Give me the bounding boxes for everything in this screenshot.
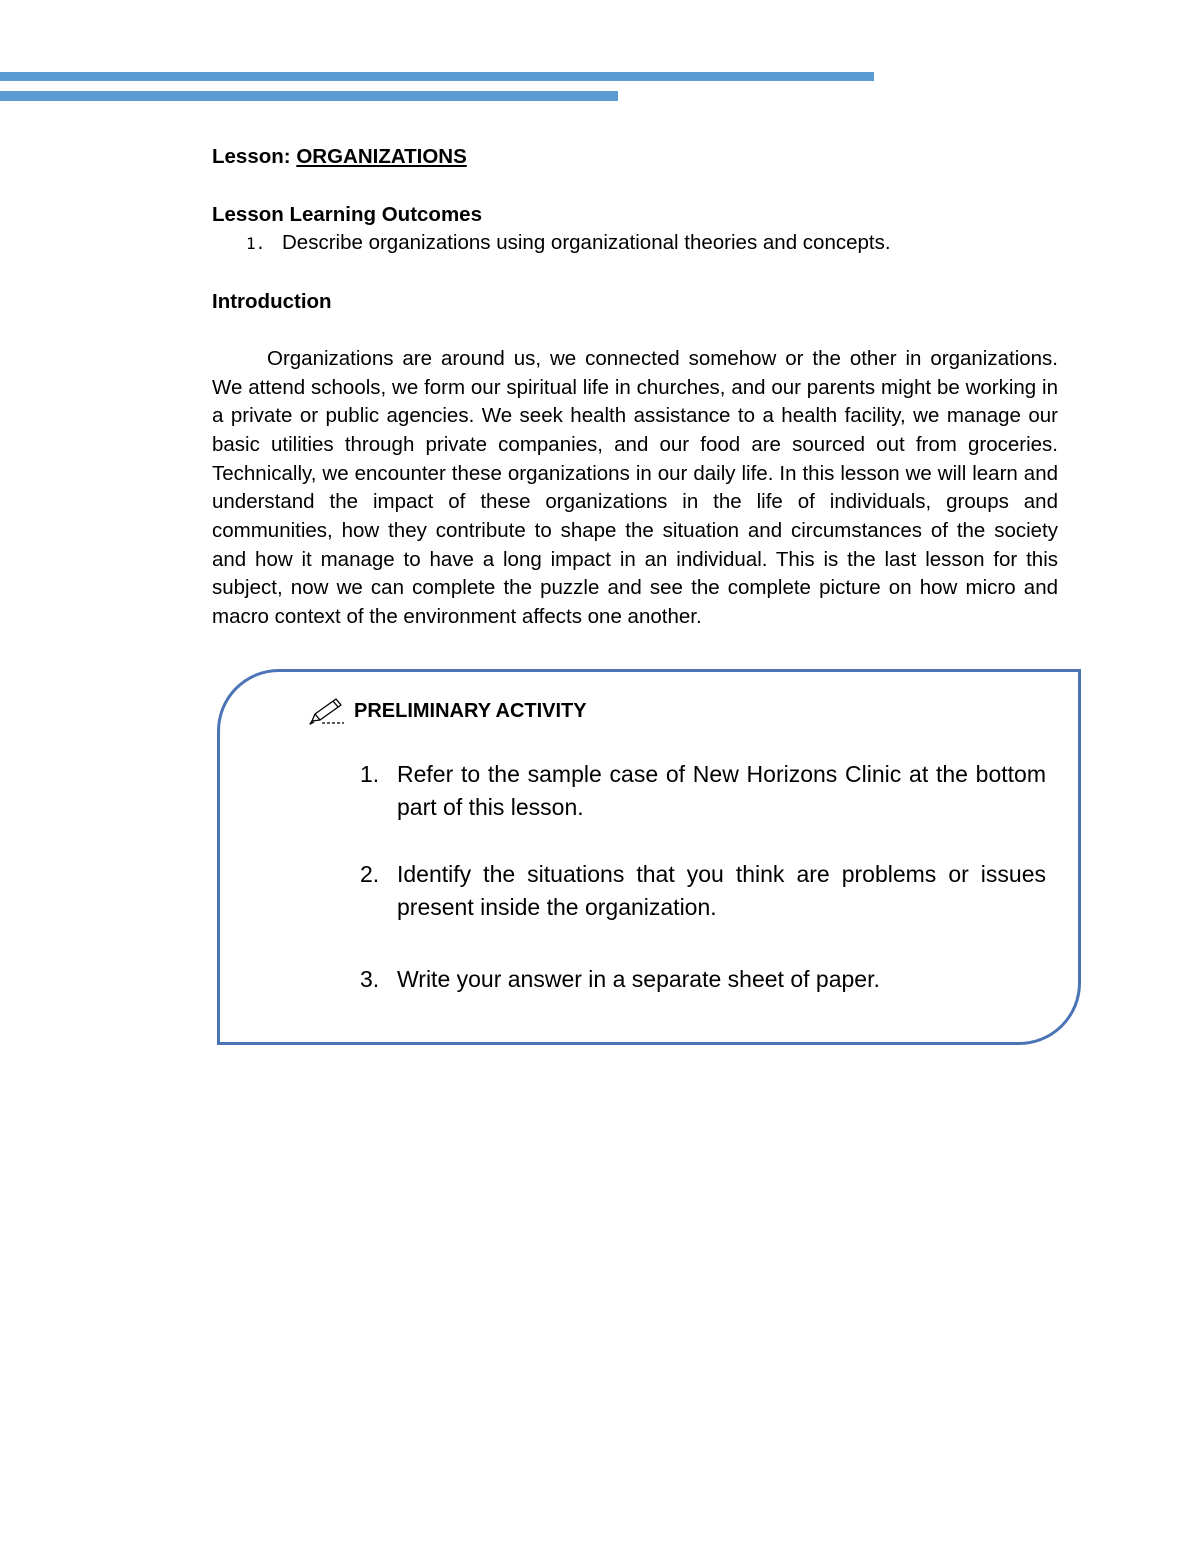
outcomes-list (212, 229, 1058, 259)
lesson-content (212, 143, 1058, 632)
pencil-icon (308, 696, 346, 726)
step-number: 1. (360, 761, 380, 787)
step-text: Identify the situations that you think are problems or issues present inside the organization. (397, 861, 1046, 920)
step-number: 2. (360, 861, 380, 887)
step-number: 3. (360, 966, 380, 992)
step-text: Refer to the sample case of New Horizons Clinic at the bottom part of this lesson. (397, 761, 1046, 820)
preliminary-activity-box (217, 669, 1081, 1045)
outcomes-heading: Lesson Learning Outcomes (212, 202, 482, 226)
activity-header (308, 696, 587, 726)
activity-title: PRELIMINARY ACTIVITY (354, 699, 587, 722)
activity-steps-list (360, 758, 1046, 996)
lesson-prefix: Lesson: (212, 145, 291, 168)
lesson-title (212, 143, 1058, 172)
step-text: Write your answer in a separate sheet of paper. (397, 966, 880, 992)
outcome-item (246, 229, 1058, 259)
header-accent-bar-top (0, 72, 874, 81)
outcome-text: Describe organizations using organizational theories and concepts. (282, 231, 891, 255)
activity-step (360, 858, 1046, 924)
header-accent-bar-bottom (0, 91, 618, 101)
activity-step (360, 758, 1046, 824)
introduction-heading: Introduction (212, 290, 332, 314)
outcome-number: 1. (246, 234, 266, 254)
lesson-name: ORGANIZATIONS (296, 145, 467, 168)
introduction-paragraph: Organizations are around us, we connected somehow or the other in organizations. We attend schools, we form our spiritual life in churches, and our parents might be working in a private or public agencies. We seek health assistance to a health facility, we manage our basic utilities through private companies, and our food are sourced out from groceries. Technically, we encounter these organizations in our daily life. In this lesson we will learn and understand the impact of these organizations in the life of individuals, groups and communities, how they contribute to shape the situation and circumstances of the society and how it manage to have a long impact in an individual. This is the last lesson for this subject, now we can complete the puzzle and see the complete picture on how micro and macro context of the environment affects one another. (212, 346, 1058, 629)
activity-step (360, 963, 1046, 996)
